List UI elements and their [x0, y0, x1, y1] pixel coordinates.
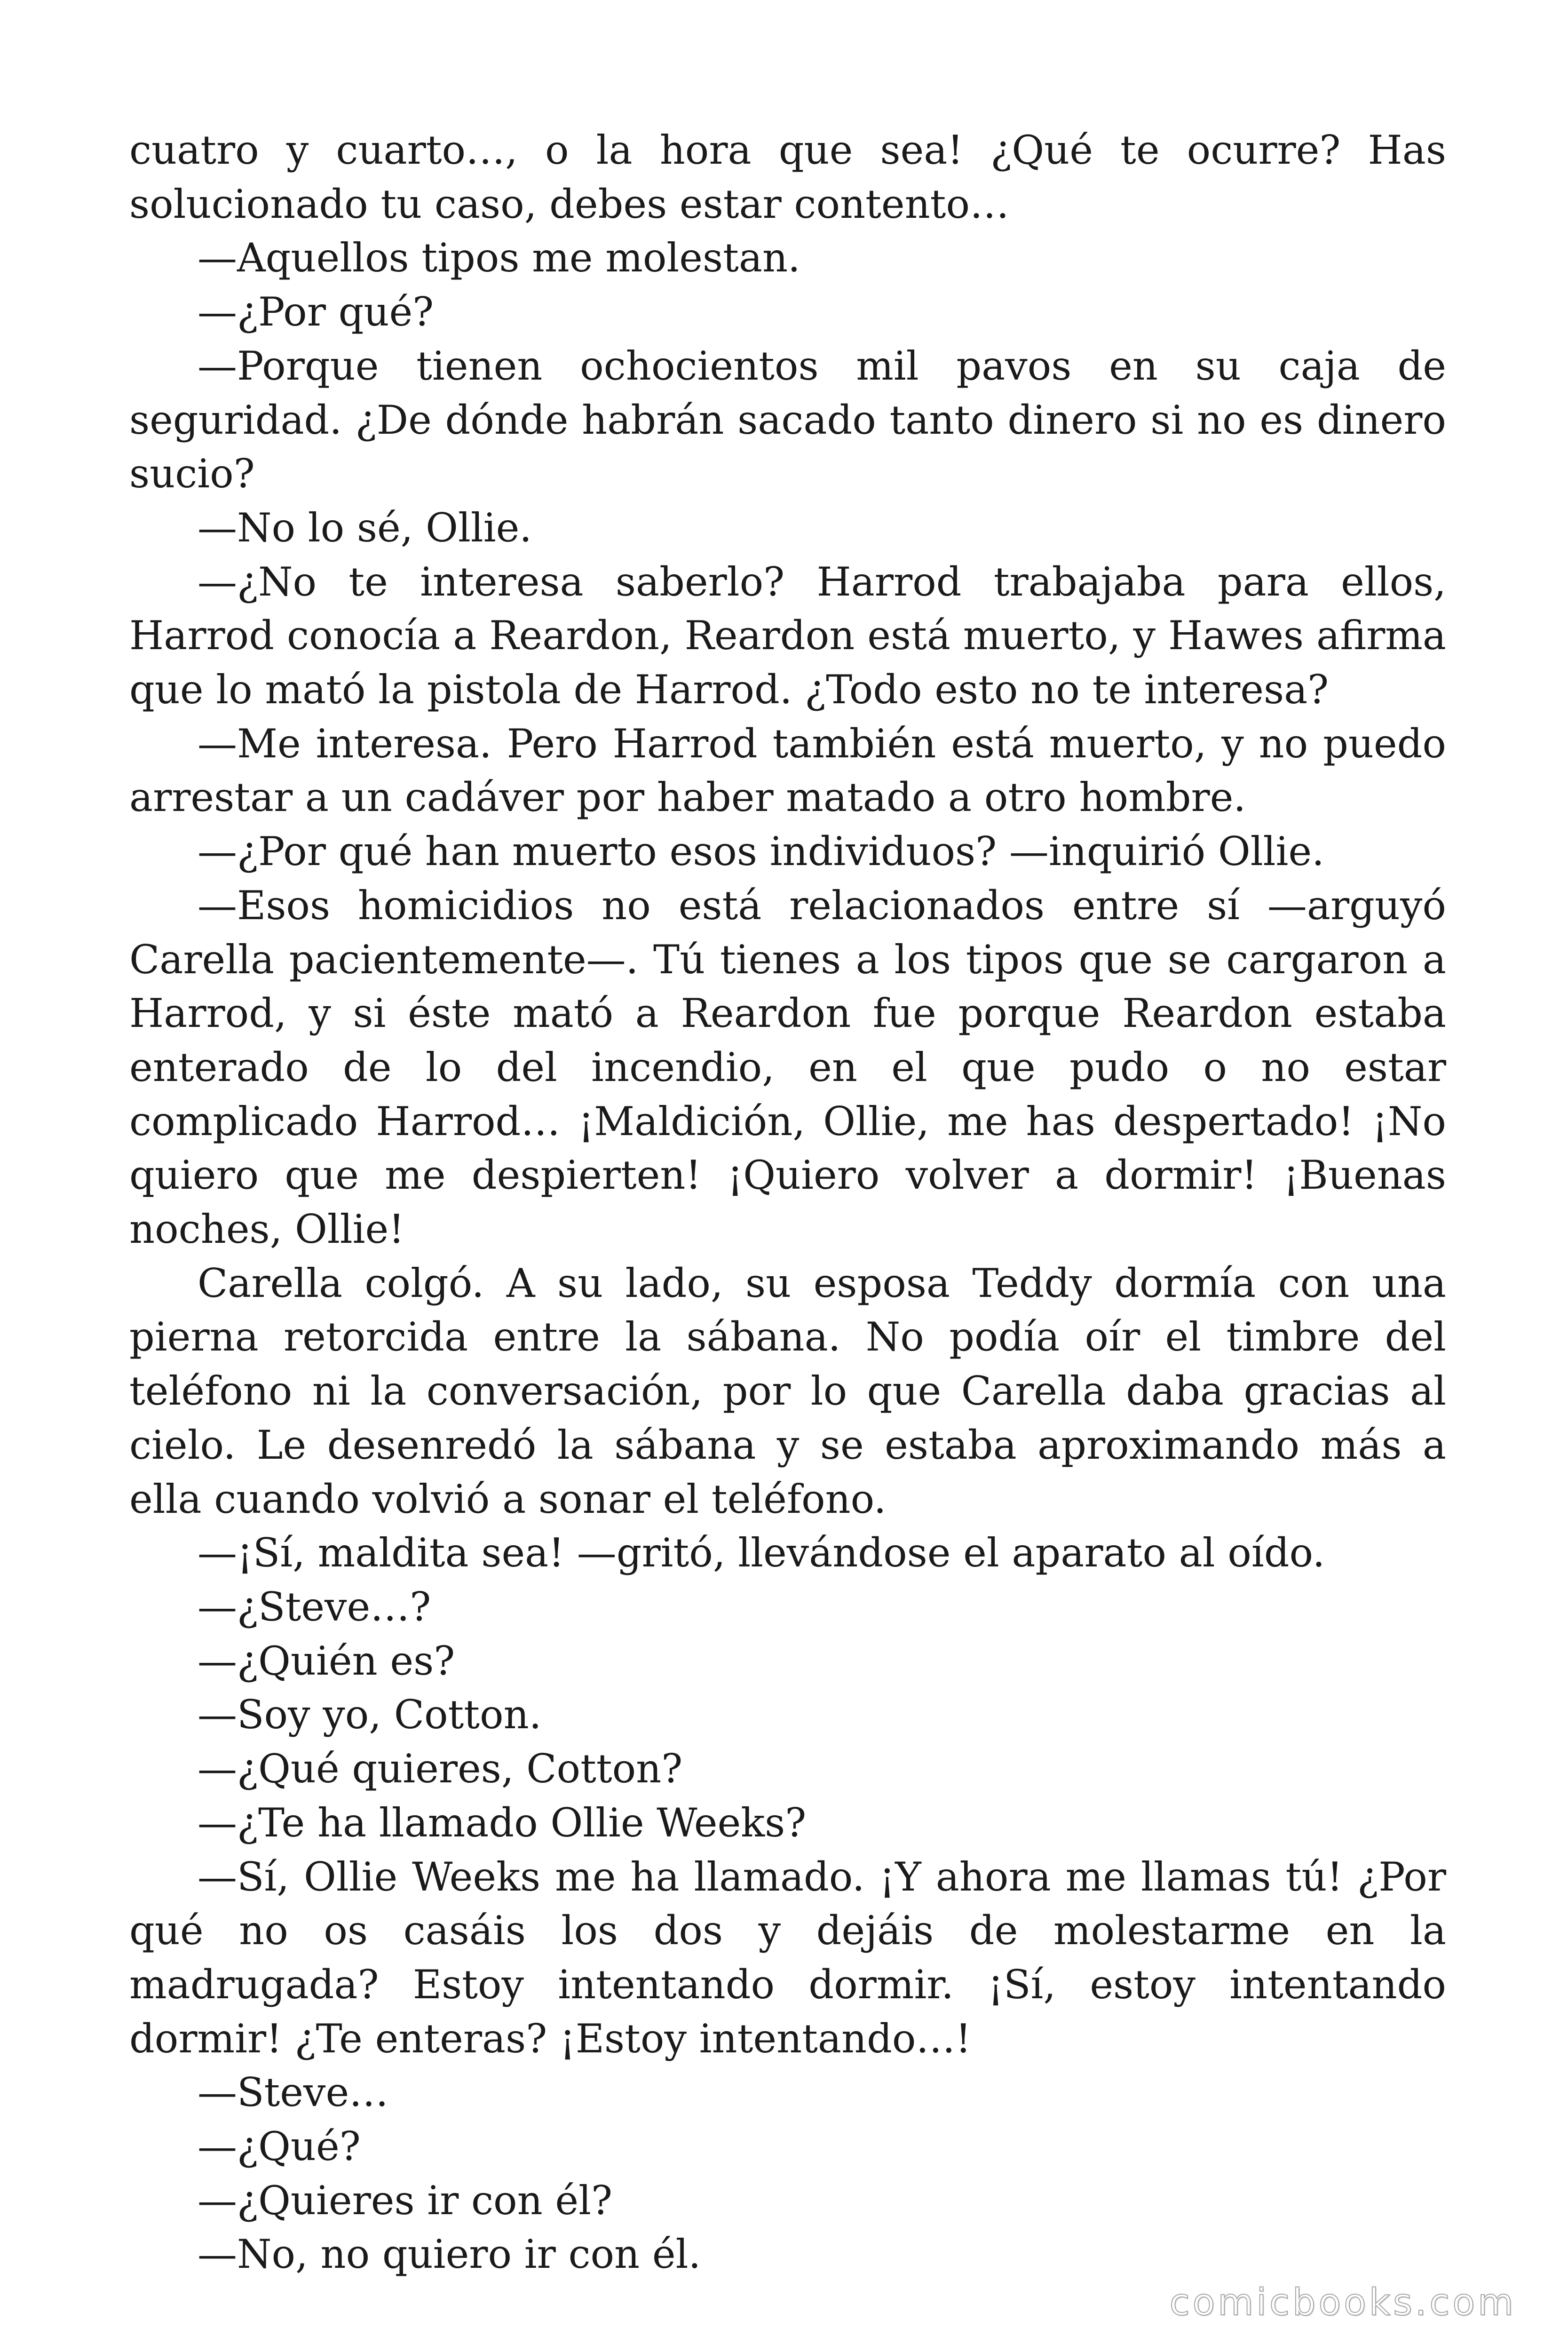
paragraph: —¿Quién es? — [198, 1637, 455, 1684]
page-body-text — [129, 123, 1446, 2281]
paragraph: —¿Qué quieres, Cotton? — [198, 1746, 683, 1792]
paragraph: —Porque tienen ochocientos mil pavos en su caja de seguridad. ¿De dónde habrán sacado tanto dinero si no es dinero sucio? — [129, 342, 1446, 497]
paragraph: —¿Por qué han muerto esos individuos? —inquirió Ollie. — [198, 828, 1324, 875]
paragraph: —¿No te interesa saberlo? Harrod trabajaba para ellos, Harrod conocía a Reardon, Reardon está muerto, y Hawes afirma que lo mató la pistola de Harrod. ¿Todo esto no te interesa? — [129, 558, 1446, 713]
paragraph: —¿Steve…? — [198, 1583, 431, 1630]
paragraph: —Sí, Ollie Weeks me ha llamado. ¡Y ahora me llamas tú! ¿Por qué no os casáis los dos y dejáis de molestarme en la madrugada? Estoy intentando dormir. ¡Sí, estoy intentando dormir! ¿Te enteras? ¡Estoy intentando…! — [129, 1853, 1446, 2062]
paragraph: —¿Qué? — [198, 2123, 361, 2170]
paragraph: Carella colgó. A su lado, su esposa Teddy dormía con una pierna retorcida entre la sábana. No podía oír el timbre del teléfono ni la conversación, por lo que Carella daba gracias al cielo. Le desenredó la sábana y se estaba aproximando más a ella cuando volvió a sonar el teléfono. — [129, 1260, 1446, 1522]
paragraph: —No, no quiero ir con él. — [198, 2231, 701, 2278]
paragraph: —¿Por qué? — [198, 289, 434, 335]
watermark: comicbooks.com — [1169, 2281, 1516, 2324]
paragraph: —No lo sé, Ollie. — [198, 504, 532, 551]
paragraph: —¡Sí, maldita sea! —gritó, llevándose el aparato al oído. — [198, 1530, 1325, 1576]
paragraph: —Aquellos tipos me molestan. — [198, 235, 800, 281]
paragraph: —¿Te ha llamado Ollie Weeks? — [198, 1799, 807, 1846]
paragraph: —Esos homicidios no está relacionados entre sí —arguyó Carella pacientemente—. Tú tienes a los tipos que se cargaron a Harrod, y si éste mató a Reardon fue porque Reardon estaba enterado de lo del incendio, en el que pudo o no estar complicado Harrod… ¡Maldición, Ollie, me has despertado! ¡No quiero que me despierten! ¡Quiero volver a dormir! ¡Buenas noches, Ollie! — [129, 882, 1446, 1253]
paragraph: —Me interesa. Pero Harrod también está muerto, y no puedo arrestar a un cadáver por haber matado a otro hombre. — [129, 720, 1446, 821]
paragraph: —Soy yo, Cotton. — [198, 1692, 542, 1738]
paragraph: —Steve… — [198, 2069, 389, 2116]
paragraph: cuatro y cuarto…, o la hora que sea! ¿Qué te ocurre? Has solucionado tu caso, debes estar contento… — [129, 127, 1446, 227]
paragraph: —¿Quieres ir con él? — [198, 2177, 612, 2224]
